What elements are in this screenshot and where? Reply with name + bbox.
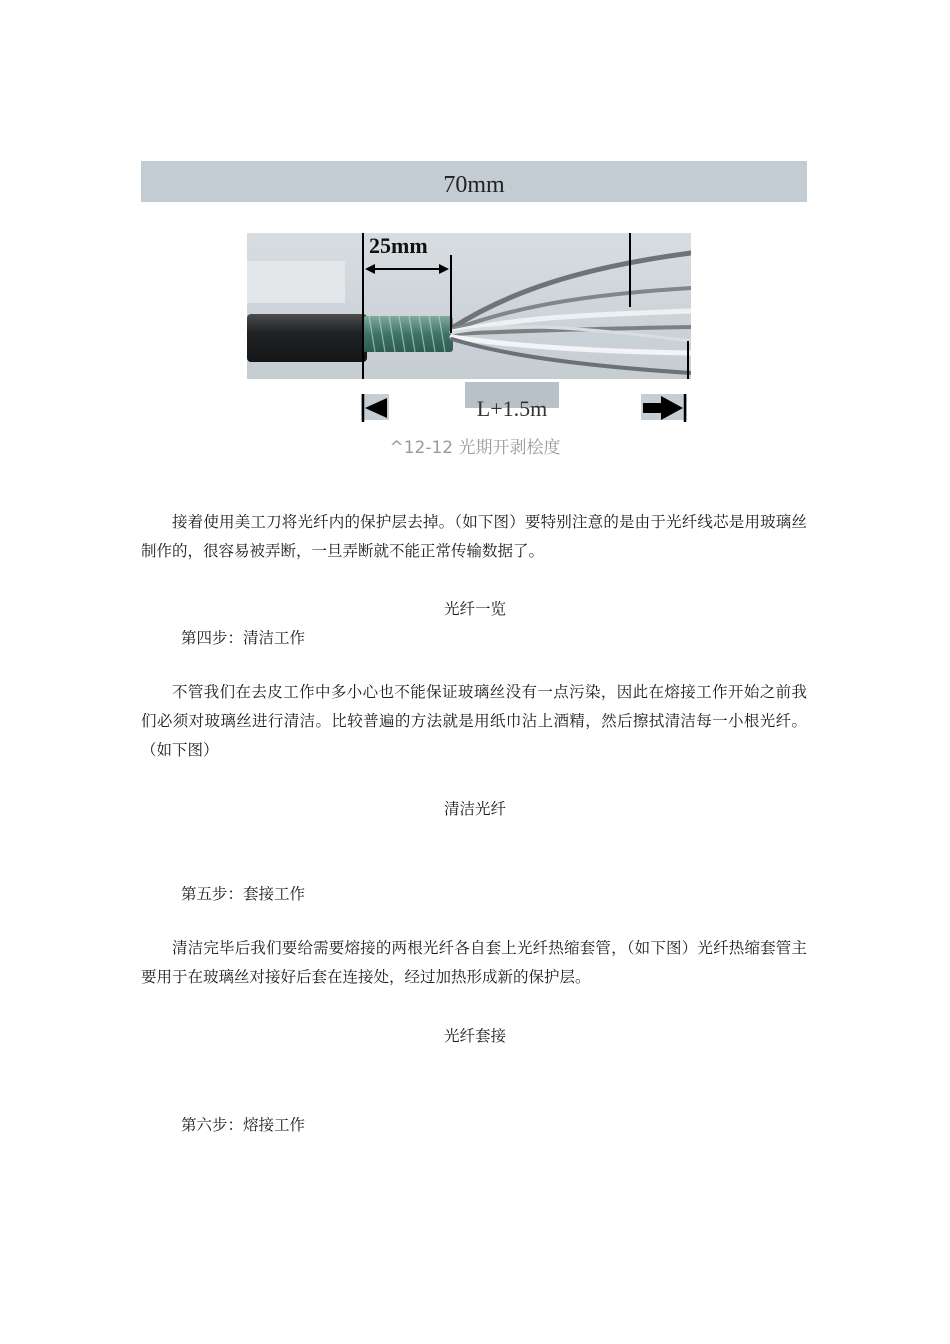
step-6-heading: 第六步：熔接工作 <box>181 1116 306 1134</box>
image-label-fiber-sleeve: 光纤套接 <box>443 1027 506 1045</box>
image-label-clean-fiber: 清洁光纤 <box>443 800 506 818</box>
step-4-heading: 第四步：清洁工作 <box>181 629 306 647</box>
paragraph-strip-coating: 接着使用美工刀将光纤内的保护层去掉。（如下图）要特别注意的是由于光纤线芯是用玻璃丝制作的，很容易被弄断，一旦弄断就不能正常传输数据了。 <box>141 513 807 560</box>
dimension-bottom-label: L+1.5m <box>476 396 548 421</box>
dimension-arrows-graphic <box>355 382 695 426</box>
paragraph-sleeve: 清洁完毕后我们要给需要熔接的两根光纤各自套上光纤热缩套管，（如下图）光纤热缩套管主要用于在玻璃丝对接好后套在连接处，经过加热形成新的保护层。 <box>141 939 807 986</box>
image-label-fiber-overview: 光纤一览 <box>443 600 506 618</box>
dimension-70mm-banner <box>141 161 807 202</box>
bottom-dimension-arrows <box>355 382 695 426</box>
fiber-cable-photo <box>247 233 691 379</box>
dimension-25mm-label: 25mm <box>369 233 428 258</box>
dimension-70mm-label: 70mm <box>443 172 505 198</box>
paragraph-cleaning: 不管我们在去皮工作中多小心也不能保证玻璃丝没有一点污染，因此在熔接工作开始之前我们必须对玻璃丝进行清洁。比较普遍的方法就是用纸巾沾上酒精，然后擦拭清洁每一小根光纤。（如下图） <box>141 683 807 759</box>
fiber-cable-stripping-figure <box>247 233 691 379</box>
step-5-heading: 第五步：套接工作 <box>181 885 306 903</box>
figure-caption: ^12-12 光期开剥桧度 <box>389 438 561 458</box>
